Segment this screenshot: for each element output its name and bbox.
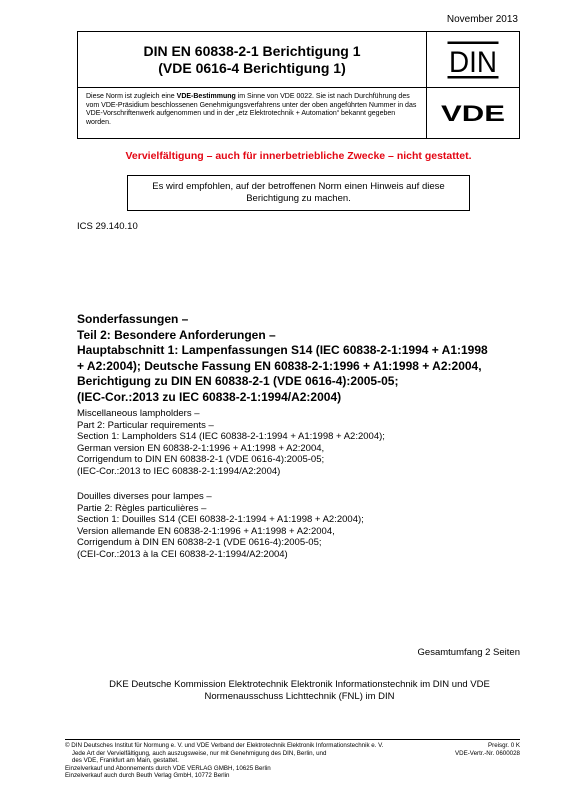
vde-note-pre: Diese Norm ist zugleich eine (86, 93, 177, 100)
english-title-line: Corrigendum to DIN EN 60838-2-1 (VDE 0616-4):2005-05; (77, 454, 325, 466)
vde-logo (427, 88, 519, 138)
french-title-line: Corrigendum à DIN EN 60838-2-1 (VDE 0616-4):2005-05; (77, 537, 322, 549)
english-title-line: Part 2: Particular requirements – (77, 419, 214, 431)
vde-logo-graphic (440, 101, 506, 125)
copyright-line: Einzelverkauf und Abonnements durch VDE VERLAG GMBH, 10625 Berlin (65, 764, 271, 772)
committee-info (77, 679, 522, 703)
committee-line-1: DKE Deutsche Kommission Elektrotechnik Elektronik Informationstechnik im DIN und VDE (109, 679, 490, 690)
price-group: Preisgr. 0 K (488, 742, 520, 749)
english-title-line: (IEC-Cor.:2013 to IEC 60838-2-1:1994/A2:2004) (77, 465, 281, 477)
footer-divider (65, 739, 520, 740)
reproduction-warning: Vervielfältigung – auch für innerbetriebliche Zwecke – nicht gestattet. (125, 150, 472, 162)
english-title (77, 408, 522, 478)
french-title (77, 491, 522, 561)
vde-approval-note (78, 88, 427, 138)
svg-text:DIN: DIN (449, 45, 497, 79)
total-pages: Gesamtumfang 2 Seiten (417, 647, 520, 658)
vde-note-bold: VDE-Bestimmung (176, 93, 236, 100)
price-info (455, 742, 520, 757)
committee-line-2: Normenausschuss Lichttechnik (FNL) im DIN (204, 691, 395, 702)
publication-date: November 2013 (446, 14, 518, 25)
ics-code: ICS 29.140.10 (77, 221, 138, 232)
title-line-1: DIN EN 60838-2-1 Berichtigung 1 (143, 42, 361, 59)
english-title-line: Section 1: Lampholders S14 (IEC 60838-2-1:1994 + A1:1998 + A2:2004); (77, 431, 385, 443)
english-title-line: German version EN 60838-2-1:1996 + A1:1998 + A2:2004, (77, 442, 325, 454)
copyright-line: © DIN Deutsches Institut für Normung e. V. und VDE Verband der Elektrotechnik Elektronik Informationstechnik e. V. (65, 742, 384, 749)
copyright-line: Einzelverkauf auch durch Beuth Verlag GmbH, 10772 Berlin (65, 772, 230, 780)
din-logo (427, 32, 519, 88)
german-title-line: (IEC-Cor.:2013 zu IEC 60838-2-1:1994/A2:2004) (77, 389, 342, 404)
vde-note-post: im Sinne von VDE 0022. Sie ist nach Durchführung des vom VDE-Präsidium beschlossenen Genehmigungsverfahrens unter der oben angeführten Nummer in das VDE-Vorschriftenwerk aufgenommen und in der „etz Elektrotechnik + Automation“ bekannt gegeben worden. (86, 93, 417, 126)
french-title-line: Douilles diverses pour lampes – (77, 491, 212, 502)
french-title-line: (CEI-Cor.:2013 à la CEI 60838-2-1:1994/A2:2004) (77, 548, 288, 560)
copyright-line: des VDE, Frankfurt am Main, gestattet. (65, 757, 179, 765)
copyright-line: Jede Art der Vervielfältigung, auch auszugsweise, nur mit Genehmigung des DIN, Berlin, und (65, 749, 327, 757)
french-title-line: Partie 2: Règles particulières – (77, 502, 207, 514)
german-title-line: Teil 2: Besondere Anforderungen – (77, 327, 276, 342)
correction-note-line-2: Berichtigung zu machen. (246, 193, 351, 204)
german-title (77, 312, 522, 405)
svg-text:VDE: VDE (441, 101, 505, 125)
title-line-2: (VDE 0616-4 Berichtigung 1) (158, 59, 346, 76)
english-title-line: Miscellaneous lampholders – (77, 408, 200, 419)
correction-note-box (127, 175, 470, 211)
german-title-line: Hauptabschnitt 1: Lampenfassungen S14 (IEC 60838-2-1:1994 + A1:1998 (77, 343, 488, 357)
french-title-line: Version allemande EN 60838-2-1:1996 + A1:1998 + A2:2004, (77, 525, 335, 537)
copyright-notice (65, 742, 445, 780)
vde-distribution-number: VDE-Vertr.-Nr. 0600028 (455, 749, 520, 757)
german-title-line: Sonderfassungen – (77, 312, 189, 326)
german-title-line: + A2:2004); Deutsche Fassung EN 60838-2-1:1996 + A1:1998 + A2:2004, (77, 358, 482, 373)
title-box (77, 31, 520, 139)
din-logo-graphic (447, 41, 499, 79)
french-title-line: Section 1: Douilles S14 (CEI 60838-2-1:1994 + A1:1998 + A2:2004); (77, 514, 364, 526)
german-title-line: Berichtigung zu DIN EN 60838-2-1 (VDE 0616-4):2005-05; (77, 374, 399, 388)
correction-note-line-1: Es wird empfohlen, auf der betroffenen Norm einen Hinweis auf diese (152, 181, 445, 192)
document-title (78, 32, 427, 88)
